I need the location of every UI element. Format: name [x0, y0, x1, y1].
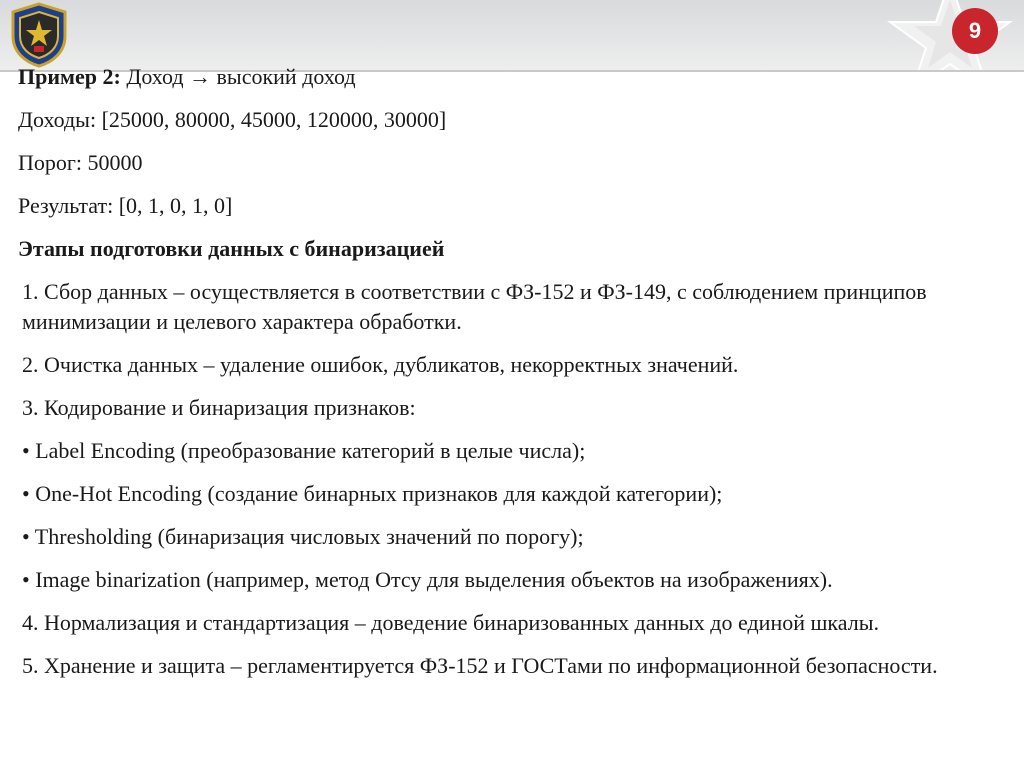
step-4: 4. Нормализация и стандартизация – доведение бинаризованных данных до единой шкалы.: [22, 610, 880, 635]
page-number-badge: 9: [952, 8, 998, 54]
step-3: 3. Кодирование и бинаризация признаков:: [22, 395, 416, 420]
step-1: 1. Сбор данных – осуществляется в соответствии с ФЗ-152 и ФЗ-149, с соблюдением принципов минимизации и целевого характера обработки.: [22, 279, 927, 334]
academy-emblem-icon: [8, 2, 70, 68]
threshold-line: Порог: 50000: [18, 150, 143, 175]
bullet-label-encoding: • Label Encoding (преобразование категорий в целые числа);: [22, 438, 586, 463]
example-line: [18, 62, 1008, 92]
star-icon: [864, 0, 1024, 70]
result-line: Результат: [0, 1, 0, 1, 0]: [18, 193, 233, 218]
step-5: 5. Хранение и защита – регламентируется ФЗ-152 и ГОСТами по информационной безопасности.: [22, 653, 938, 678]
example-label: Пример 2:: [18, 64, 121, 89]
bullet-thresholding: • Thresholding (бинаризация числовых значений по порогу);: [22, 524, 584, 549]
bullet-image-binarization: • Image binarization (например, метод Отсу для выделения объектов на изображениях).: [22, 567, 833, 592]
example-text: Доход → высокий доход: [120, 64, 356, 89]
incomes-line: Доходы: [25000, 80000, 45000, 120000, 30000]: [18, 107, 447, 132]
bullet-one-hot: • One-Hot Encoding (создание бинарных признаков для каждой категории);: [22, 481, 723, 506]
slide-content: [18, 62, 1008, 694]
step-2: 2. Очистка данных – удаление ошибок, дубликатов, некорректных значений.: [22, 352, 739, 377]
slide-header: [0, 0, 1024, 70]
section-title: Этапы подготовки данных с бинаризацией: [18, 236, 445, 261]
